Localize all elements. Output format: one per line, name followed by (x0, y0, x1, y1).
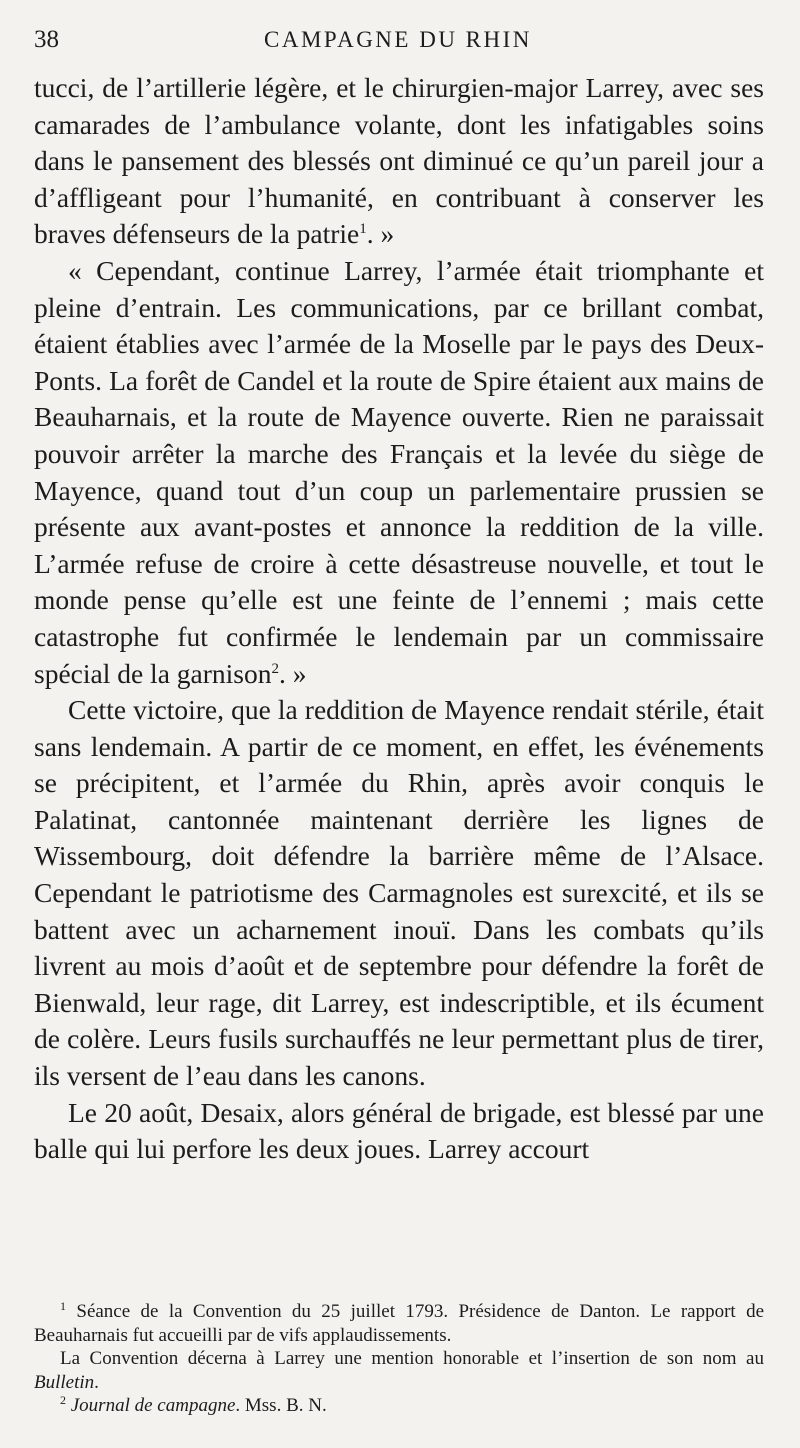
running-header (34, 26, 764, 70)
paragraph-1-text: tucci, de l’artillerie légère, et le chirurgien-major Larrey, avec ses camarades de l’ambulance volante, dont les infatigables soins dans le pansement des blessés ont diminué ce qu’un pareil jour a d’affligeant pour l’humanité, en contribuant à conserver les braves défenseurs de la patrie (34, 72, 764, 250)
footnote-1-mark: 1 (60, 1299, 66, 1313)
footnote-ref-2: 2 (271, 660, 279, 677)
paragraph-1 (34, 70, 764, 253)
footnote-2-mark: 2 (60, 1393, 66, 1407)
footnote-1-text: Séance de la Convention du 25 juillet 1793. Présidence de Danton. Le rapport de Beauharnais fut accueilli par de vifs applaudissements. (34, 1301, 765, 1346)
paragraph-2-text: « Cependant, continue Larrey, l’armée était triomphante et pleine d’entrain. Les communications, par ce brillant combat, étaient établies avec l’armée de la Moselle par le pays des Deux-Ponts. La forêt de Candel et la route de Spire étaient aux mains de Beauharnais, et la route de Mayence ouverte. Rien ne paraissait pouvoir arrêter la marche des Français et la levée du siège de Mayence, quand tout d’un coup un parlementaire prussien se présente aux avant-postes et annonce la reddition de la ville. L’armée refuse de croire à cette désastreuse nouvelle, et tout le monde pense qu’elle est une feinte de l’ennemi ; mais cette catastrophe fut confirmée le lendemain par un commissaire spécial de la garnison (34, 254, 764, 689)
footnote-1 (34, 1300, 764, 1347)
running-title: CAMPAGNE DU RHIN (264, 27, 532, 52)
footnote-1-continuation (34, 1347, 764, 1394)
page-number: 38 (34, 26, 59, 53)
paragraph-3: Cette victoire, que la reddition de Mayence rendait stérile, était sans lendemain. A partir de ce moment, en effet, les événements se précipitent, et l’armée du Rhin, après avoir conquis le Palatinat, cantonnée maintenant derrière les lignes de Wissembourg, doit défendre la barrière même de l’Alsace. Cependant le patriotisme des Carmagnoles est surexcité, et ils se battent avec un acharnement inouï. Dans les combats qu’ils livrent au mois d’août et de septembre pour défendre la forêt de Bienwald, leur rage, dit Larrey, est indescriptible, et ils écument de colère. Leurs fusils surchauffés ne leur permettant plus de tirer, ils versent de l’eau dans les canons. (34, 694, 764, 1092)
footnote-1-cont-text: La Convention décerna à Larrey une mention honorable et l’insertion de son nom au (60, 1348, 764, 1369)
footnote-2-italic: Journal de campagne (70, 1395, 236, 1416)
footnote-2-text: . Mss. B. N. (235, 1395, 327, 1416)
paragraph-2-tail: . » (278, 657, 307, 689)
paragraph-2 (34, 253, 764, 692)
footnote-2 (34, 1394, 764, 1418)
footnote-ref-1: 1 (359, 221, 367, 238)
footnotes (34, 1300, 764, 1418)
main-text (34, 70, 764, 1168)
paragraph-4: Le 20 août, Desaix, alors général de brigade, est blessé par une balle qui lui perfore les deux joues. Larrey accourt (34, 1096, 764, 1165)
footnote-1-cont-end: . (94, 1371, 99, 1393)
paragraph-1-tail: . » (366, 218, 395, 250)
footnote-1-cont-italic: Bulletin (34, 1371, 95, 1393)
